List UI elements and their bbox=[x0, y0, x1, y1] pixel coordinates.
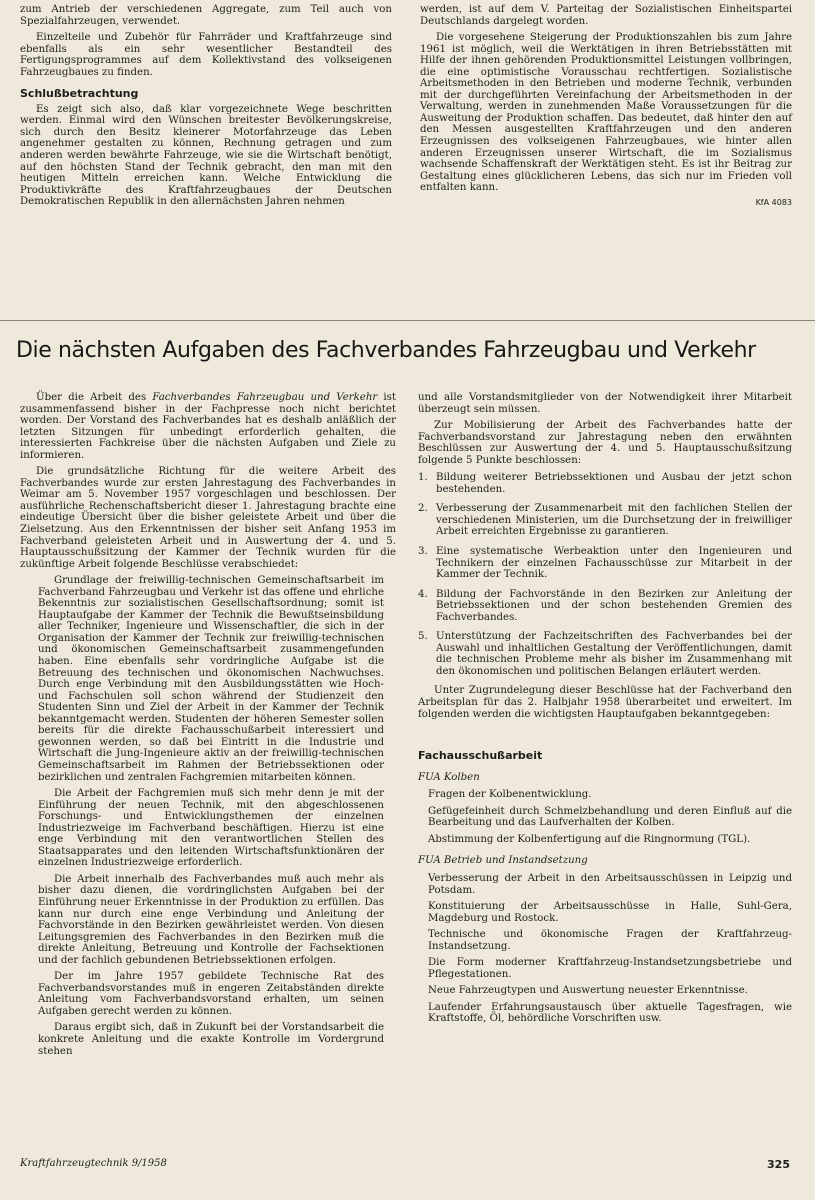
paragraph: Zur Mobilisierung der Arbeit des Fachverbandes hatte der Fachverbandsvorstand zur Jahrestagung neben den erwähnten Beschlüssen zur Auswertung der 4. und 5. Hauptausschußsitzung folgende 5 Punkte beschlossen: bbox=[418, 420, 792, 466]
top-right-column bbox=[420, 4, 792, 208]
five-points-list bbox=[418, 472, 792, 677]
list-text: Bildung weiterer Betriebssektionen und Ausbau der jetzt schon bestehenden. bbox=[436, 472, 792, 495]
subsection-heading-fua-betrieb: FUA Betrieb und Instandsetzung bbox=[418, 855, 588, 867]
paragraph: Daraus ergibt sich, daß in Zukunft bei der Vorstandsarbeit die konkrete Anleitung und die exakte Kontrolle im Vordergrund stehen bbox=[38, 1022, 384, 1057]
list-number: 5. bbox=[418, 631, 428, 643]
task-text: Die Form moderner Kraftfahrzeug-Instandsetzungsbetriebe und Pflegestationen. bbox=[428, 957, 792, 980]
journal-footer: Kraftfahrzeugtechnik 9/1958 bbox=[20, 1158, 167, 1169]
list-item bbox=[418, 546, 792, 581]
page-number: 325 bbox=[767, 1158, 790, 1171]
paragraph: Einzelteile und Zubehör für Fahrräder und Kraftfahrzeuge sind ebenfalls als ein sehr wesentlicher Bestandteil des Fertigungsprogrammes auf dem Kollektivstand des volkseigenen Fahrzeugbaues zu finden. bbox=[20, 32, 392, 78]
text-run: Über die Arbeit des bbox=[36, 392, 153, 403]
article-headline: Die nächsten Aufgaben des Fachverbandes Fahrzeugbau und Verkehr bbox=[16, 338, 756, 363]
list-text: Bildung der Fachvorstände in den Bezirken zur Anleitung der Betriebssektionen und der schon bestehenden Gremien des Fachverbandes. bbox=[436, 588, 792, 623]
task-item bbox=[418, 873, 792, 896]
list-item bbox=[418, 631, 792, 677]
task-text: Abstimmung der Kolbenfertigung auf die Ringnormung (TGL). bbox=[428, 833, 751, 845]
subsection-heading-fua-kolben: FUA Kolben bbox=[418, 771, 480, 783]
task-item bbox=[418, 806, 792, 829]
italic-text-run: Fachverbandes Fahrzeugbau und Verkehr bbox=[152, 392, 378, 403]
list-text: Verbesserung der Zusammenarbeit mit den fachlichen Stellen der verschiedenen Ministerien, um die Durchsetzung der in freiwilliger Arbeit erreichten Ergebnisse zu garantieren. bbox=[436, 503, 792, 538]
text-run: ist zusammenfassend bisher in der Fachpresse noch nicht berichtet worden. Der Vorstand des Fachverbandes hat es deshalb anläßlich der letzten Sitzungen für unbedingt erforderlich gehalten, die interessierten Fachkreise über die nächsten Aufgaben und Ziele zu informieren. bbox=[20, 392, 396, 461]
list-number: 2. bbox=[418, 503, 428, 515]
bottom-left-column bbox=[20, 392, 396, 1062]
paragraph: Es zeigt sich also, daß klar vorgezeichnete Wege beschritten werden. Einmal wird den Wünschen breitester Bevölkerungskreise, sich durch den Besitz kleinerer Motorfahrzeuge das Leben angenehmer gestalten zu können, Rechnung getragen und zum anderen werden bewährte Fahrzeuge, wie sie die Wirtschaft benötigt, auf den höchsten Stand der Technik gebracht, den man mit den heutigen Mitteln erreichen kann. Welche Entwicklung die Produktivkräfte des Kraftfahrzeugbaues der Deutschen Demokratischen Republik in den allernächsten Jahren nehmen bbox=[20, 103, 392, 208]
list-item bbox=[418, 589, 792, 624]
task-item bbox=[418, 985, 792, 997]
fua-betrieb-task-list bbox=[418, 873, 792, 1025]
task-item bbox=[418, 834, 792, 846]
task-text: Technische und ökonomische Fragen der Kraftfahrzeug-Instandsetzung. bbox=[428, 929, 792, 952]
paragraph: Der im Jahre 1957 gebildete Technische Rat des Fachverbandsvorstandes muß in engeren Zeitabständen direkte Anleitung vom Fachverbandsvorstand erhalten, um seinen Aufgaben gerecht werden zu können. bbox=[38, 971, 384, 1017]
task-item bbox=[418, 789, 792, 801]
paragraph: Die grundsätzliche Richtung für die weitere Arbeit des Fachverbandes wurde zur ersten Jahrestagung des Fachverbandes in Weimar am 5. November 1957 vorgeschlagen und beschlossen. Der ausführliche Rechenschaftsbericht dieser 1. Jahrestagung brachte eine eindeutige Übersicht über die bisher geleistete Arbeit und über die Zielsetzung. Aus den Erkenntnissen der bisher seit Anfang 1953 im Fachverband geleisteten Arbeit und in Auswertung der 4. und 5. Hauptausschußsitzung der Kammer der Technik wurden für die zukünftige Arbeit folgende Beschlüsse verabschiedet: bbox=[20, 466, 396, 570]
paragraph: und alle Vorstandsmitglieder von der Notwendigkeit ihrer Mitarbeit überzeugt sein müssen. bbox=[418, 392, 792, 415]
task-text: Verbesserung der Arbeit in den Arbeitsausschüssen in Leipzig und Potsdam. bbox=[428, 872, 792, 896]
fua-kolben-task-list bbox=[418, 789, 792, 845]
section-divider bbox=[0, 320, 815, 321]
task-text: Fragen der Kolbenentwicklung. bbox=[428, 789, 592, 801]
paragraph: Die Arbeit innerhalb des Fachverbandes muß auch mehr als bisher dazu dienen, die vordringlichsten Aufgaben bei der Einführung neuer Erkenntnisse in der Produktion zu erfüllen. Das kann nur durch eine enge Verbindung und Anleitung der Fachvorstände in den Bezirken gewährleistet werden. Von diesen Leitungsgremien des Fachverbandes in den Bezirken muß die direkte Anleitung, Betreuung und Kontrolle der Fachsektionen und der fachlich gebundenen Betriebssektionen erfolgen. bbox=[38, 873, 384, 966]
paragraph: Unter Zugrundelegung dieser Beschlüsse hat der Fachverband den Arbeitsplan für das 2. Halbjahr 1958 überarbeitet und erweitert. Im folgenden werden die wichtigsten Hauptaufgaben bekanntgegeben: bbox=[418, 685, 792, 720]
section-heading-fachausschussarbeit: Fachausschußarbeit bbox=[418, 749, 543, 763]
paragraph: Die Arbeit der Fachgremien muß sich mehr denn je mit der Einführung der neuen Technik, mit den abgeschlossenen Forschungs- und Entwicklungsthemen der einzelnen Industriezweige im Fachverband beschäftigen. Hierzu ist eine enge Verbindung mit den verantwortlichen Stellen des Staatsapparates und den leitenden Wirtschaftsfunktionären der einzelnen Industriezweige erforderlich. bbox=[38, 788, 384, 869]
list-item bbox=[418, 472, 792, 495]
list-item bbox=[418, 503, 792, 538]
top-left-column bbox=[20, 4, 392, 213]
resolution-block bbox=[20, 575, 396, 1057]
list-number: 3. bbox=[418, 546, 428, 558]
intro-paragraph bbox=[20, 392, 396, 461]
task-text: Neue Fahrzeugtypen und Auswertung neuester Erkenntnisse. bbox=[428, 985, 748, 997]
bottom-right-column bbox=[418, 392, 792, 1035]
paragraph: Die vorgesehene Steigerung der Produktionszahlen bis zum Jahre 1961 ist möglich, weil die Werktätigen in ihren Betriebsstätten mit Hilfe der ihnen gehörenden Produktionsmittel Leistungen vollbringen, die eine optimistische Vorausschau rechtfertigen. Sozialistische Arbeitsmethoden in den Betrieben und moderne Technik, verbunden mit der durchgeführten Vereinfachung der Arbeitsmethoden in der Verwaltung, werden in zunehmenden Maße Voraussetzungen für die Ausweitung der Produktion schaffen. Das bedeutet, daß hinter den auf den Messen ausgestellten Kraftfahrzeugen und den anderen Erzeugnissen des volkseigenen Fahrzeugbaues, wie hinter allen anderen Erzeugnissen unserer Wirtschaft, die im Sozialismus wachsende Schaffenskraft der Werktätigen steht. Es ist ihr Beitrag zur Gestaltung eines glücklicheren Lebens, das sich nur im Frieden voll entfalten kann. bbox=[420, 32, 792, 194]
task-item bbox=[418, 1002, 792, 1025]
task-item bbox=[418, 929, 792, 952]
list-number: 4. bbox=[418, 588, 428, 600]
list-text: Eine systematische Werbeaktion unter den Ingenieuren und Technikern der einzelnen Fachausschüsse zur Mitarbeit in der Kammer der Technik. bbox=[436, 546, 792, 581]
paragraph: Grundlage der freiwillig-technischen Gemeinschaftsarbeit im Fachverband Fahrzeugbau und Verkehr ist das offene und ehrliche Bekenntnis zur sozialistischen Gesellschaftsordnung; somit ist Hauptaufgabe der Kammer der Technik die Bewußtseinsbildung aller Techniker, Ingenieure und Wissenschaftler, die sich in der Organisation der Kammer der Technik zur freiwillig-technischen und ökonomischen Gemeinschaftsarbeit zusammengefunden haben. Eine ebenfalls sehr vordringliche Aufgabe ist die Betreuung des technischen und ökonomischen Nachwuchses. Durch enge Verbindung mit den Ausbildungsstätten wie Hoch- und Fachschulen soll schon während der Studienzeit den Studenten Sinn und Ziel der Arbeit in der Kammer der Technik bekanntgemacht werden. Studenten der höheren Semester sollen bereits für die direkte Fachausschußarbeit interessiert und gewonnen werden, so daß bei Eintritt in die Industrie und Wirtschaft die Jung-Ingenieure aktiv an der freiwillig-technischen Gemeinschaftsarbeit im Rahmen der Betriebssektionen oder bezirklichen und zentralen Fachgremien mitarbeiten können. bbox=[38, 575, 384, 783]
task-text: Laufender Erfahrungsaustausch über aktuelle Tagesfragen, wie Kraftstoffe, Öl, behördliche Vorschriften usw. bbox=[428, 1001, 792, 1025]
list-text: Unterstützung der Fachzeitschriften des Fachverbandes bei der Auswahl und inhaltlichen Gestaltung der Veröffentlichungen, damit die technischen Probleme mehr als bisher im Zusammenhang mit den ökonomischen und politischen Belangen erläutert werden. bbox=[436, 631, 792, 677]
task-text: Gefügefeinheit durch Schmelzbehandlung und deren Einfluß auf die Bearbeitung und das Laufverhalten der Kolben. bbox=[428, 805, 792, 829]
section-heading-schlussbetrachtung: Schlußbetrachtung bbox=[20, 87, 139, 101]
article-signature: KfA 4083 bbox=[755, 197, 792, 207]
task-item bbox=[418, 957, 792, 980]
task-text: Konstituierung der Arbeitsausschüsse in Halle, Suhl-Gera, Magdeburg und Rostock. bbox=[428, 901, 792, 924]
list-number: 1. bbox=[418, 472, 428, 484]
paragraph: zum Antrieb der verschiedenen Aggregate, zum Teil auch von Spezialfahrzeugen, verwendet. bbox=[20, 4, 392, 27]
paragraph: werden, ist auf dem V. Parteitag der Sozialistischen Einheitspartei Deutschlands dargelegt worden. bbox=[420, 4, 792, 27]
task-item bbox=[418, 901, 792, 924]
